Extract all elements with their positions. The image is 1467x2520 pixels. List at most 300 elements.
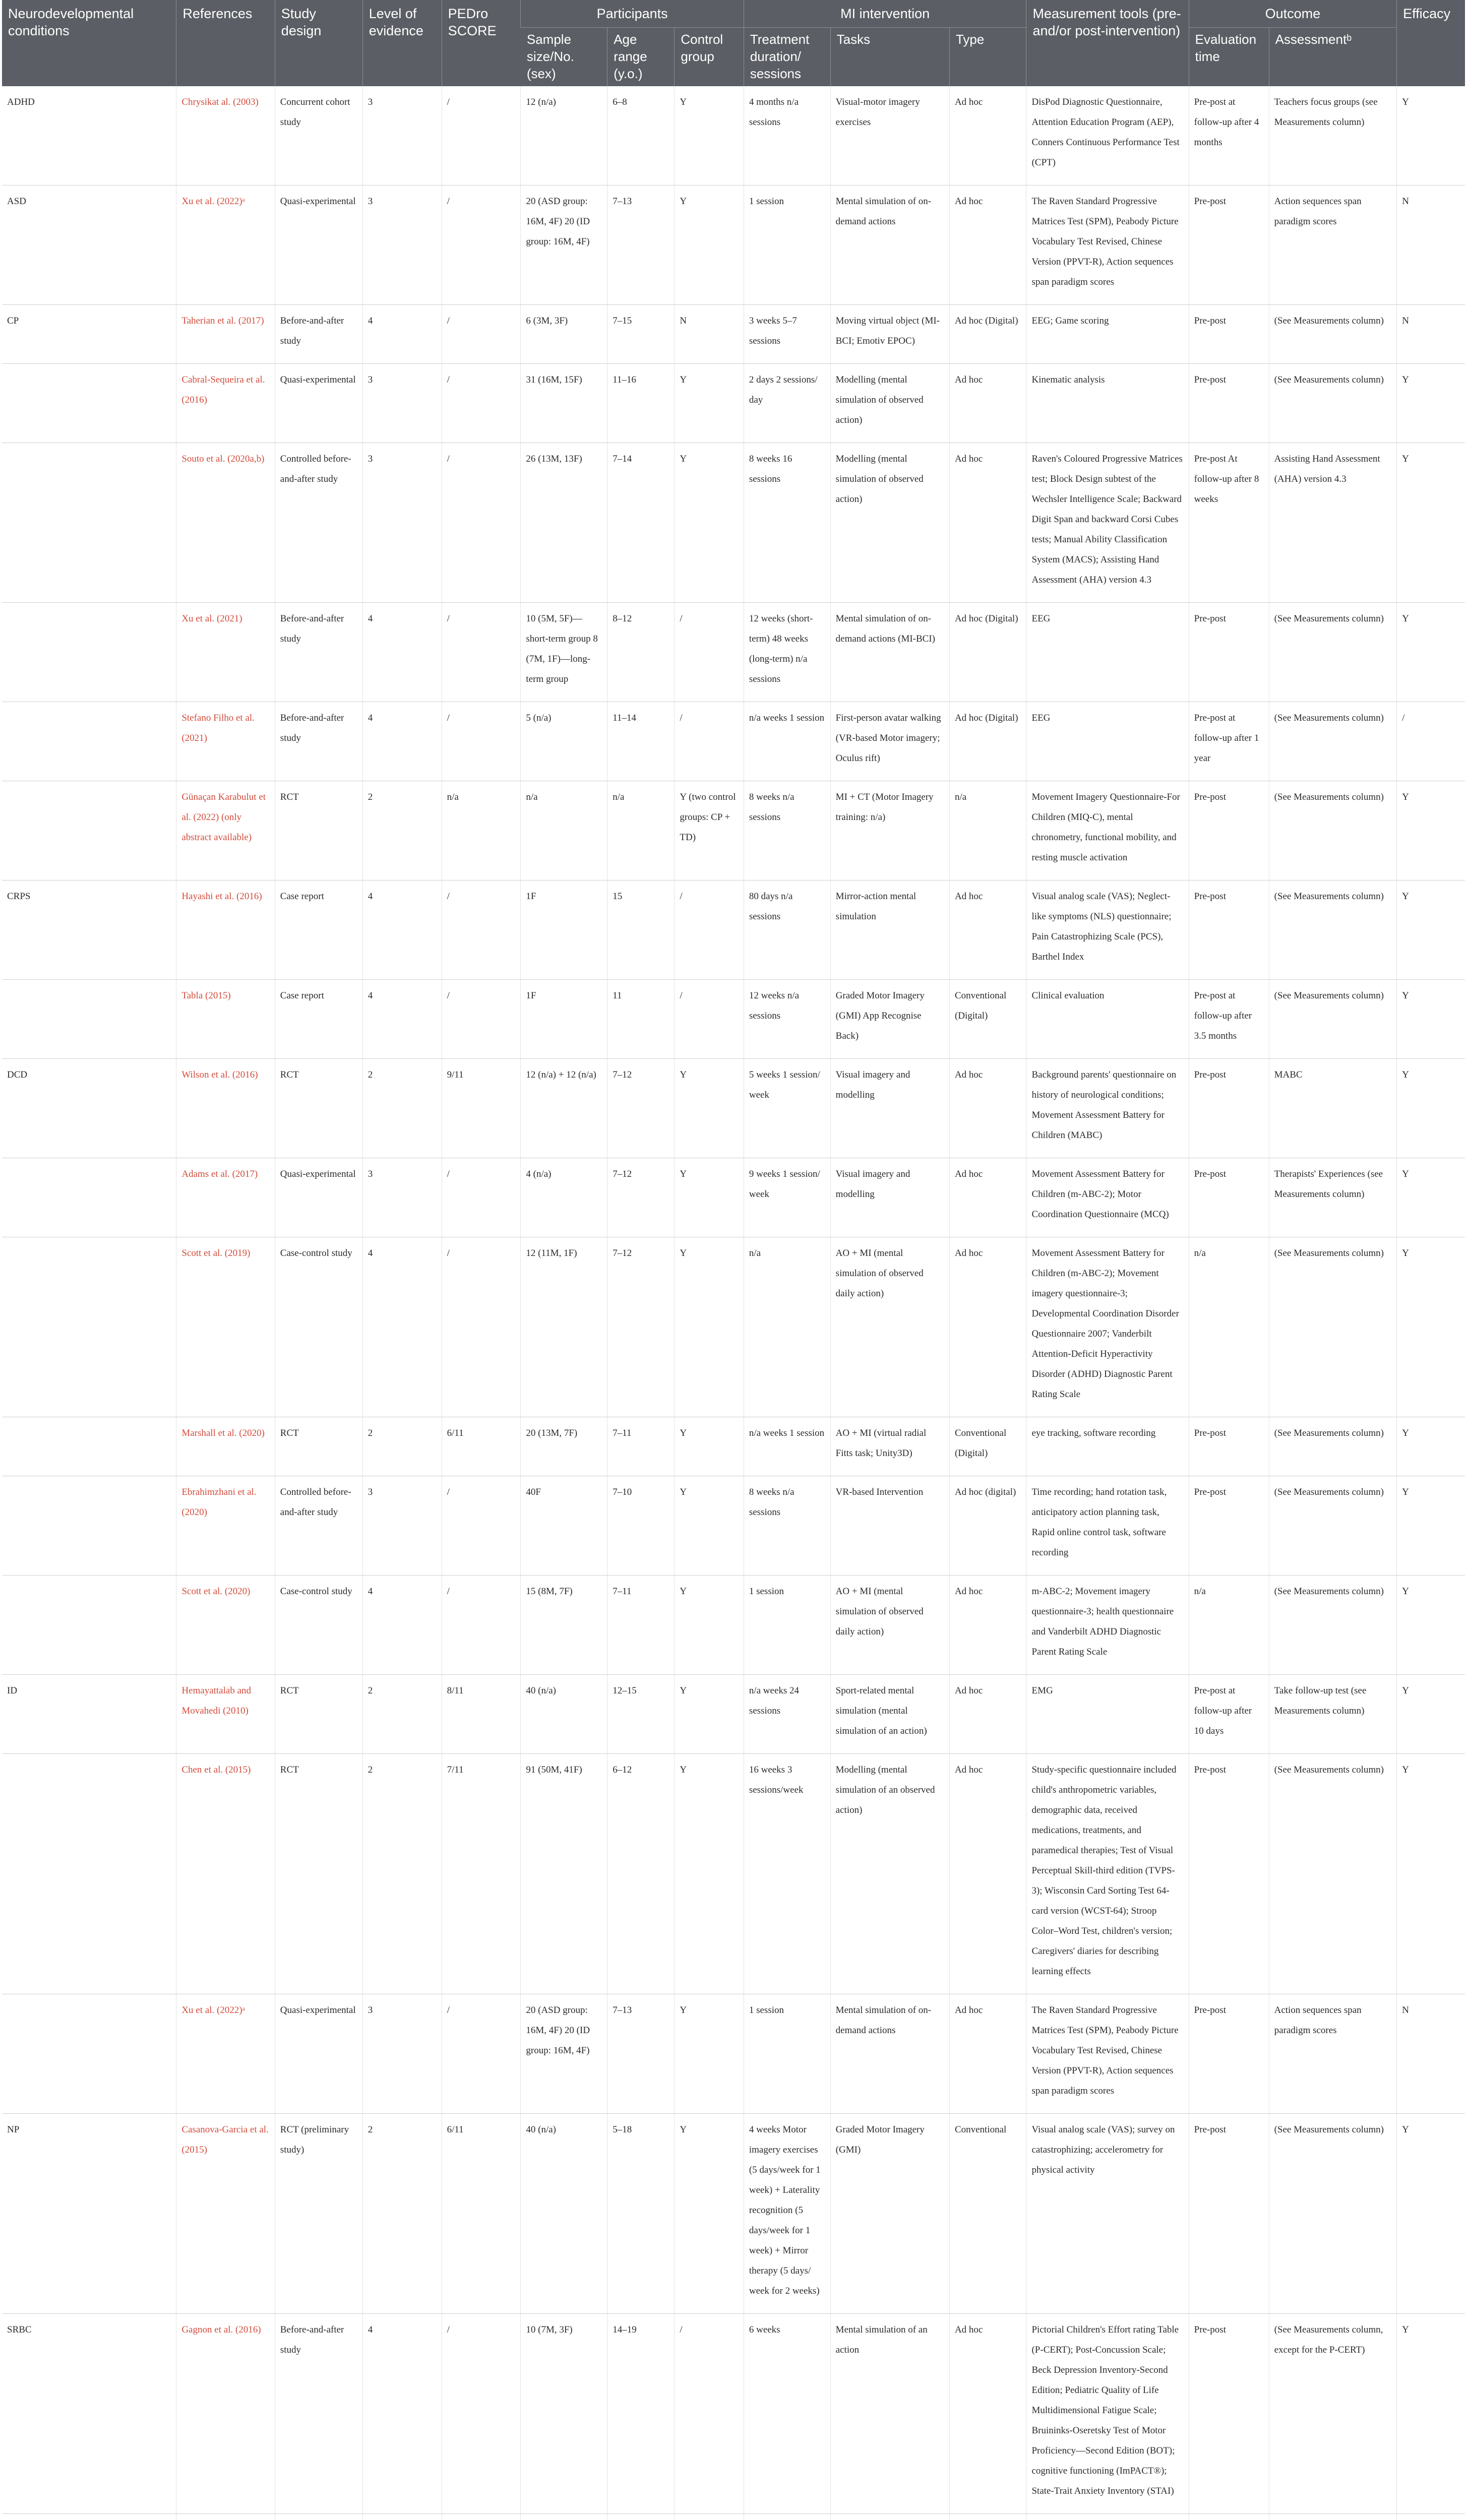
cell-tasks: Mental simulation of on-demand actions — [830, 185, 949, 305]
cell-level: 3 — [362, 1158, 442, 1237]
cell-assessment — [1269, 2514, 1396, 2520]
cell-reference[interactable]: Tabla (2015) — [176, 980, 275, 1059]
cell-duration: 8 weeks n/a sessions — [744, 781, 830, 880]
cell-efficacy: Y — [1397, 86, 1465, 185]
cell-assessment: (See Measurements column) — [1269, 980, 1396, 1059]
cell-assessment: (See Measurements column) — [1269, 880, 1396, 980]
cell-design: Controlled before-and-after study — [275, 1476, 362, 1576]
col-efficacy: Efficacy — [1397, 0, 1465, 86]
cell-control: Y — [675, 1576, 744, 1675]
cell-duration: n/a weeks 1 session — [744, 702, 830, 781]
cell-evaluation-time: Pre-post — [1189, 305, 1269, 364]
table-body — [2, 86, 1465, 2520]
cell-assessment: Teachers focus groups (see Measurements column) — [1269, 86, 1396, 185]
cell-tools: Movement Assessment Battery for Children (m-ABC-2); Motor Coordination Questionnaire (MCQ) — [1026, 1158, 1189, 1237]
cell-assessment: Take follow-up test (see Measurements column) — [1269, 1675, 1396, 1754]
cell-condition: SRBC — [2, 2314, 176, 2514]
cell-type — [949, 2514, 1026, 2520]
cell-level: 4 — [362, 603, 442, 702]
cell-tools: Study-specific questionnaire included child's anthropometric variables, demographic data, received medications, treatments, and paramedical therapies; Test of Visual Perceptual Skill-third edition (TVPS-3); Wisconsin Card Sorting Test 64-card version (WCST-64); Stroop Color–Word Test, children's version; Caregivers' diaries for describing learning effects — [1026, 1754, 1189, 1994]
cell-level: 3 — [362, 185, 442, 305]
cell-condition: CP — [2, 305, 176, 364]
cell-control: Y — [675, 364, 744, 443]
cell-type: Ad hoc — [949, 1675, 1026, 1754]
cell-duration: 4 weeks Motor imagery exercises (5 days/week for 1 week) + Laterality recognition (5 days/week for 1 week) + Mirror therapy (5 days/ week for 2 weeks) — [744, 2114, 830, 2314]
cell-level: 2 — [362, 1675, 442, 1754]
cell-type: Ad hoc — [949, 1237, 1026, 1417]
cell-sample: 20 (ASD group: 16M, 4F) 20 (ID group: 16M, 4F) — [521, 185, 607, 305]
cell-reference[interactable]: Chrysikat al. (2003) — [176, 86, 275, 185]
cell-condition — [2, 364, 176, 443]
cell-age: 7–12 — [607, 1237, 675, 1417]
cell-efficacy: Y — [1397, 1754, 1465, 1994]
cell-control: / — [675, 2314, 744, 2514]
cell-evaluation-time: Pre-post — [1189, 1994, 1269, 2114]
cell-design: Case-control study — [275, 1237, 362, 1417]
cell-level: 4 — [362, 702, 442, 781]
cell-type: Ad hoc — [949, 1158, 1026, 1237]
cell-design: Before-and-after study — [275, 2314, 362, 2514]
cell-pedro: 8/11 — [442, 1675, 521, 1754]
cell-condition: ADHD — [2, 86, 176, 185]
cell-efficacy: Y — [1397, 2314, 1465, 2514]
cell-control: Y — [675, 1675, 744, 1754]
cell-tasks: Mental simulation of on-demand actions (MI-BCI) — [830, 603, 949, 702]
cell-efficacy: Y — [1397, 980, 1465, 1059]
cell-efficacy: Y — [1397, 2114, 1465, 2314]
cell-duration: n/a — [744, 1237, 830, 1417]
cell-pedro: / — [442, 2314, 521, 2514]
cell-assessment: (See Measurements column) — [1269, 1417, 1396, 1476]
cell-evaluation-time: Pre-post at follow-up after 4 months — [1189, 86, 1269, 185]
cell-control: N — [675, 305, 744, 364]
cell-assessment: (See Measurements column) — [1269, 364, 1396, 443]
cell-type: Conventional (Digital) — [949, 980, 1026, 1059]
cell-evaluation-time: Pre-post — [1189, 364, 1269, 443]
cell-efficacy: Y — [1397, 1675, 1465, 1754]
cell-reference[interactable]: Xu et al. (2021) — [176, 603, 275, 702]
cell-age: 7–15 — [607, 305, 675, 364]
cell-control: Y (two control groups: CP + TD) — [675, 781, 744, 880]
cell-age: 5–18 — [607, 2114, 675, 2314]
cell-pedro: / — [442, 86, 521, 185]
cell-pedro: / — [442, 305, 521, 364]
cell-efficacy: Y — [1397, 603, 1465, 702]
cell-duration: 16 weeks 3 sessions/week — [744, 1754, 830, 1994]
cell-efficacy: N — [1397, 1994, 1465, 2114]
cell-control: Y — [675, 1237, 744, 1417]
cell-tools: DisPod Diagnostic Questionnaire, Attention Education Program (AEP), Conners Continuous Performance Test (CPT) — [1026, 86, 1189, 185]
table-header — [2, 0, 1465, 86]
cell-reference[interactable]: Casanova-Garcia et al. (2015) — [176, 2114, 275, 2314]
cell-evaluation-time: Pre-post At follow-up after 8 weeks — [1189, 443, 1269, 603]
cell-type: Ad hoc — [949, 1576, 1026, 1675]
cell-age: 15 — [607, 880, 675, 980]
cell-type: Ad hoc — [949, 1059, 1026, 1158]
group-outcome: Outcome — [1189, 0, 1396, 28]
cell-sample: n/a — [521, 781, 607, 880]
cell-design: Before-and-after study — [275, 603, 362, 702]
cell-pedro: n/a — [442, 781, 521, 880]
cell-type: Ad hoc (Digital) — [949, 603, 1026, 702]
cell-duration: 2 days 2 sessions/ day — [744, 364, 830, 443]
col-control: Control group — [675, 28, 744, 87]
cell-pedro: / — [442, 364, 521, 443]
cell-pedro: / — [442, 185, 521, 305]
cell-reference[interactable]: Xu et al. (2022)ᵃ — [176, 1994, 275, 2114]
cell-control — [675, 2514, 744, 2520]
col-references: References — [176, 0, 275, 86]
table-row — [2, 603, 1465, 702]
cell-condition — [2, 781, 176, 880]
table-row — [2, 364, 1465, 443]
cell-efficacy: Y — [1397, 781, 1465, 880]
cell-sample: 40 (n/a) — [521, 1675, 607, 1754]
cell-tasks: AO + MI (mental simulation of observed daily action) — [830, 1576, 949, 1675]
table-row — [2, 1417, 1465, 1476]
col-age: Age range (y.o.) — [607, 28, 675, 87]
cell-age: 6–8 — [607, 86, 675, 185]
cell-tools: Background parents' questionnaire on history of neurological conditions; Movement Assessment Battery for Children (MABC) — [1026, 1059, 1189, 1158]
cell-age: 7–13 — [607, 185, 675, 305]
cell-pedro: / — [442, 880, 521, 980]
cell-tasks: Mental simulation of on-demand actions — [830, 1994, 949, 2114]
cell-condition — [2, 443, 176, 603]
table-row — [2, 2514, 1465, 2520]
table-row — [2, 1675, 1465, 1754]
cell-reference[interactable]: Gagnon et al. (2016) — [176, 2314, 275, 2514]
cell-level: 4 — [362, 880, 442, 980]
cell-age: 11–14 — [607, 702, 675, 781]
cell-level: 3 — [362, 1994, 442, 2114]
cell-age: 7–13 — [607, 1994, 675, 2114]
cell-tools: EEG — [1026, 702, 1189, 781]
cell-type: Ad hoc (digital) — [949, 1476, 1026, 1576]
table-row — [2, 702, 1465, 781]
table-row — [2, 443, 1465, 603]
cell-level: 2 — [362, 2114, 442, 2314]
table-row — [2, 1237, 1465, 1417]
cell-assessment: (See Measurements column) — [1269, 1237, 1396, 1417]
cell-design: RCT — [275, 1059, 362, 1158]
cell-assessment: Assisting Hand Assessment (AHA) version 4.3 — [1269, 443, 1396, 603]
cell-type: Ad hoc — [949, 443, 1026, 603]
cell-tasks: Graded Motor Imagery (GMI) App Recognise Back) — [830, 980, 949, 1059]
cell-type: Conventional (Digital) — [949, 1417, 1026, 1476]
cell-evaluation-time: Pre-post — [1189, 1476, 1269, 1576]
cell-age: 6–12 — [607, 1754, 675, 1994]
cell-reference[interactable]: Xu et al. (2022)ᵃ — [176, 185, 275, 305]
cell-sample: 20 (13M, 7F) — [521, 1417, 607, 1476]
cell-condition — [2, 1994, 176, 2114]
cell-type: Ad hoc (Digital) — [949, 305, 1026, 364]
cell-tasks: Modelling (mental simulation of observed action) — [830, 364, 949, 443]
cell-pedro: 7/11 — [442, 1754, 521, 1994]
cell-duration: n/a weeks 1 session — [744, 1417, 830, 1476]
cell-age: 8–12 — [607, 603, 675, 702]
cell-assessment: (See Measurements column) — [1269, 2114, 1396, 2314]
cell-reference[interactable]: Cabral-Sequeira et al. (2016) — [176, 364, 275, 443]
cell-duration: 3 weeks 5–7 sessions — [744, 305, 830, 364]
cell-efficacy: Y — [1397, 1576, 1465, 1675]
cell-level: 4 — [362, 980, 442, 1059]
cell-type: n/a — [949, 781, 1026, 880]
col-pedro: PEDro SCORE — [442, 0, 521, 86]
cell-sample: 1F — [521, 880, 607, 980]
col-tasks: Tasks — [830, 28, 949, 87]
cell-tasks: Visual imagery and modelling — [830, 1158, 949, 1237]
cell-sample: 31 (16M, 15F) — [521, 364, 607, 443]
cell-control: / — [675, 880, 744, 980]
cell-evaluation-time: Pre-post — [1189, 781, 1269, 880]
cell-efficacy: Y — [1397, 1059, 1465, 1158]
cell-duration: 1 session — [744, 185, 830, 305]
cell-reference[interactable]: Adams et al. (2017) — [176, 1158, 275, 1237]
cell-duration: 8 weeks n/a sessions — [744, 1476, 830, 1576]
cell-tasks: Modelling (mental simulation of an observed action) — [830, 1754, 949, 1994]
cell-control: Y — [675, 185, 744, 305]
cell-reference[interactable]: Scott et al. (2020) — [176, 1576, 275, 1675]
col-condition: Neurodevelopmental conditions — [2, 0, 176, 86]
cell-assessment: (See Measurements column) — [1269, 1476, 1396, 1576]
cell-efficacy: N — [1397, 185, 1465, 305]
cell-reference[interactable]: Wilson et al. (2016) — [176, 1059, 275, 1158]
cell-tasks: Moving virtual object (MI-BCI; Emotiv EPOC) — [830, 305, 949, 364]
col-sample: Sample size/No. (sex) — [521, 28, 607, 87]
cell-tasks: First-person avatar walking (VR-based Motor imagery; Oculus rift) — [830, 702, 949, 781]
cell-pedro: / — [442, 443, 521, 603]
cell-duration: 9 weeks 1 session/ week — [744, 1158, 830, 1237]
col-type: Type — [949, 28, 1026, 87]
cell-condition: DCD — [2, 1059, 176, 1158]
cell-age: 11 — [607, 980, 675, 1059]
cell-efficacy: N — [1397, 305, 1465, 364]
cell-sample: 15 (8M, 7F) — [521, 1576, 607, 1675]
table-row — [2, 980, 1465, 1059]
cell-level: 3 — [362, 443, 442, 603]
cell-tools — [1026, 2514, 1189, 2520]
cell-control: Y — [675, 86, 744, 185]
table-row — [2, 2114, 1465, 2314]
cell-design: Case-control study — [275, 1576, 362, 1675]
table-row — [2, 2314, 1465, 2514]
cell-pedro: 9/11 — [442, 1059, 521, 1158]
cell-assessment: (See Measurements column) — [1269, 305, 1396, 364]
col-duration: Treatment duration/ sessions — [744, 28, 830, 87]
cell-control: / — [675, 603, 744, 702]
cell-reference[interactable]: Hemayattalab and Movahedi (2010) — [176, 1675, 275, 1754]
table-row — [2, 305, 1465, 364]
table-row — [2, 1994, 1465, 2114]
cell-design: Before-and-after study — [275, 702, 362, 781]
cell-assessment: (See Measurements column, except for the P-CERT) — [1269, 2314, 1396, 2514]
studies-table — [2, 0, 1465, 2520]
cell-tools: eye tracking, software recording — [1026, 1417, 1189, 1476]
cell-efficacy: Y — [1397, 1417, 1465, 1476]
cell-condition: ID — [2, 1675, 176, 1754]
table-row — [2, 880, 1465, 980]
cell-type: Ad hoc — [949, 86, 1026, 185]
cell-tools: EEG; Game scoring — [1026, 305, 1189, 364]
cell-efficacy: Y — [1397, 364, 1465, 443]
col-level: Level of evidence — [362, 0, 442, 86]
cell-condition — [2, 702, 176, 781]
cell-tools: Movement Assessment Battery for Children (m-ABC-2); Movement imagery questionnaire-3; Developmental Coordination Disorder Questionnaire 2007; Vanderbilt Attention-Deficit Hyperactivity Disorder (ADHD) Diagnostic Parent Rating Scale — [1026, 1237, 1189, 1417]
cell-age: 7–10 — [607, 1476, 675, 1576]
cell-design: Controlled before-and-after study — [275, 443, 362, 603]
cell-tasks: Mental simulation of an action — [830, 2314, 949, 2514]
cell-pedro: / — [442, 603, 521, 702]
cell-tools: m-ABC-2; Movement imagery questionnaire-3; health questionnaire and Vanderbilt ADHD Diagnostic Parent Rating Scale — [1026, 1576, 1189, 1675]
cell-condition — [2, 603, 176, 702]
cell-control: / — [675, 702, 744, 781]
cell-evaluation-time: Pre-post at follow-up after 1 year — [1189, 702, 1269, 781]
cell-condition — [2, 1237, 176, 1417]
cell-design: RCT — [275, 781, 362, 880]
cell-condition — [2, 1158, 176, 1237]
col-design: Study design — [275, 0, 362, 86]
cell-evaluation-time: Pre-post — [1189, 2114, 1269, 2314]
table-row — [2, 1059, 1465, 1158]
cell-pedro: / — [442, 702, 521, 781]
cell-tasks: AO + MI (virtual radial Fitts task; Unity3D) — [830, 1417, 949, 1476]
cell-reference[interactable]: Günaçan Karabulut et al. (2022) (only abstract available) — [176, 781, 275, 880]
cell-level: 3 — [362, 1476, 442, 1576]
cell-duration: 5 weeks 1 session/ week — [744, 1059, 830, 1158]
cell-reference[interactable] — [176, 2514, 275, 2520]
cell-tools: Movement Imagery Questionnaire-For Children (MIQ-C), mental chronometry, functional mobility, and resting muscle activation — [1026, 781, 1189, 880]
cell-evaluation-time: n/a — [1189, 1576, 1269, 1675]
cell-control: Y — [675, 1994, 744, 2114]
cell-assessment: (See Measurements column) — [1269, 1576, 1396, 1675]
cell-design: Quasi-experimental — [275, 185, 362, 305]
group-participants: Participants — [521, 0, 744, 28]
cell-tasks: AO + MI (mental simulation of observed daily action) — [830, 1237, 949, 1417]
cell-design: Case report — [275, 980, 362, 1059]
cell-tasks: Mirror-action mental simulation — [830, 880, 949, 980]
cell-evaluation-time: Pre-post — [1189, 1158, 1269, 1237]
cell-tools: Clinical evaluation — [1026, 980, 1189, 1059]
cell-condition: ASD — [2, 185, 176, 305]
cell-design: Quasi-experimental — [275, 364, 362, 443]
cell-efficacy: Y — [1397, 1237, 1465, 1417]
cell-reference[interactable]: Scott et al. (2019) — [176, 1237, 275, 1417]
table-row — [2, 1158, 1465, 1237]
cell-tools: EEG — [1026, 603, 1189, 702]
cell-duration: 4 months n/a sessions — [744, 86, 830, 185]
cell-tools: The Raven Standard Progressive Matrices Test (SPM), Peabody Picture Vocabulary Test Revised, Chinese Version (PPVT-R), Action sequences span paradigm scores — [1026, 1994, 1189, 2114]
cell-condition — [2, 1754, 176, 1994]
cell-design: RCT — [275, 1754, 362, 1994]
cell-design: Case report — [275, 880, 362, 980]
cell-age: 7–14 — [607, 443, 675, 603]
cell-assessment: Action sequences span paradigm scores — [1269, 185, 1396, 305]
cell-assessment: (See Measurements column) — [1269, 603, 1396, 702]
cell-sample: 10 (5M, 5F)— short-term group 8 (7M, 1F)—long-term group — [521, 603, 607, 702]
cell-efficacy: Y — [1397, 1158, 1465, 1237]
cell-control: Y — [675, 443, 744, 603]
cell-reference[interactable]: Hayashi et al. (2016) — [176, 880, 275, 980]
cell-sample: 1F — [521, 980, 607, 1059]
cell-age: 7–11 — [607, 1417, 675, 1476]
cell-tasks — [830, 2514, 949, 2520]
cell-evaluation-time: Pre-post — [1189, 603, 1269, 702]
cell-tools: The Raven Standard Progressive Matrices Test (SPM), Peabody Picture Vocabulary Test Revised, Chinese Version (PPVT-R), Action sequences span paradigm scores — [1026, 185, 1189, 305]
cell-sample: 5 (n/a) — [521, 702, 607, 781]
cell-condition: CRPS — [2, 880, 176, 980]
cell-efficacy — [1397, 2514, 1465, 2520]
cell-level: 4 — [362, 1576, 442, 1675]
cell-efficacy: Y — [1397, 443, 1465, 603]
cell-evaluation-time: Pre-post — [1189, 880, 1269, 980]
cell-design: RCT (preliminary study) — [275, 2114, 362, 2314]
cell-evaluation-time: Pre-post — [1189, 185, 1269, 305]
cell-reference[interactable]: Taherian et al. (2017) — [176, 305, 275, 364]
cell-assessment: Therapists' Experiences (see Measurements column) — [1269, 1158, 1396, 1237]
cell-type: Ad hoc (Digital) — [949, 702, 1026, 781]
cell-sample: 10 (7M, 3F) — [521, 2314, 607, 2514]
cell-tools: Visual analog scale (VAS); survey on catastrophizing; accelerometry for physical activity — [1026, 2114, 1189, 2314]
table-row — [2, 1576, 1465, 1675]
col-assessment: Assessmentᵇ — [1269, 28, 1396, 87]
cell-reference[interactable]: Ebrahimzhani et al. (2020) — [176, 1476, 275, 1576]
cell-type: Ad hoc — [949, 185, 1026, 305]
cell-efficacy: / — [1397, 702, 1465, 781]
cell-level: 4 — [362, 2314, 442, 2514]
cell-type: Ad hoc — [949, 364, 1026, 443]
cell-reference[interactable]: Souto et al. (2020a,b) — [176, 443, 275, 603]
cell-reference[interactable]: Marshall et al. (2020) — [176, 1417, 275, 1476]
cell-pedro: / — [442, 980, 521, 1059]
cell-tasks: Sport-related mental simulation (mental simulation of an action) — [830, 1675, 949, 1754]
cell-design: Quasi-experimental — [275, 1994, 362, 2114]
cell-sample: 26 (13M, 13F) — [521, 443, 607, 603]
cell-condition — [2, 2514, 176, 2520]
cell-design: Concurrent cohort study — [275, 86, 362, 185]
cell-tools: Kinematic analysis — [1026, 364, 1189, 443]
cell-evaluation-time — [1189, 2514, 1269, 2520]
cell-sample: 6 (3M, 3F) — [521, 305, 607, 364]
cell-duration — [744, 2514, 830, 2520]
cell-efficacy: Y — [1397, 1476, 1465, 1576]
cell-sample: 12 (n/a) + 12 (n/a) — [521, 1059, 607, 1158]
cell-duration: 6 weeks — [744, 2314, 830, 2514]
cell-control: Y — [675, 1417, 744, 1476]
cell-evaluation-time: n/a — [1189, 1237, 1269, 1417]
cell-sample: 20 (ASD group: 16M, 4F) 20 (ID group: 16M, 4F) — [521, 1994, 607, 2114]
cell-tools: Pictorial Children's Effort rating Table (P-CERT); Post-Concussion Scale; Beck Depression Inventory-Second Edition; Pediatric Quality of Life Multidimensional Fatigue Scale; Bruininks-Oseretsky Test of Motor Proficiency—Second Edition (BOT); cognitive functioning (ImPACT®); State-Trait Anxiety Inventory (STAI) — [1026, 2314, 1189, 2514]
cell-tasks: Graded Motor Imagery (GMI) — [830, 2114, 949, 2314]
cell-level — [362, 2514, 442, 2520]
cell-reference[interactable]: Stefano Filho et al. (2021) — [176, 702, 275, 781]
cell-pedro: / — [442, 1237, 521, 1417]
cell-design: RCT — [275, 1675, 362, 1754]
cell-control: Y — [675, 1059, 744, 1158]
cell-design: Before-and-after study — [275, 305, 362, 364]
cell-assessment: (See Measurements column) — [1269, 781, 1396, 880]
cell-duration: 8 weeks 16 sessions — [744, 443, 830, 603]
cell-reference[interactable]: Chen et al. (2015) — [176, 1754, 275, 1994]
cell-sample: 91 (50M, 41F) — [521, 1754, 607, 1994]
cell-evaluation-time: Pre-post at follow-up after 10 days — [1189, 1675, 1269, 1754]
table-row — [2, 1476, 1465, 1576]
cell-age: 11–16 — [607, 364, 675, 443]
cell-level: 2 — [362, 1059, 442, 1158]
cell-age: n/a — [607, 781, 675, 880]
cell-age — [607, 2514, 675, 2520]
cell-design — [275, 2514, 362, 2520]
cell-evaluation-time: Pre-post — [1189, 2314, 1269, 2514]
